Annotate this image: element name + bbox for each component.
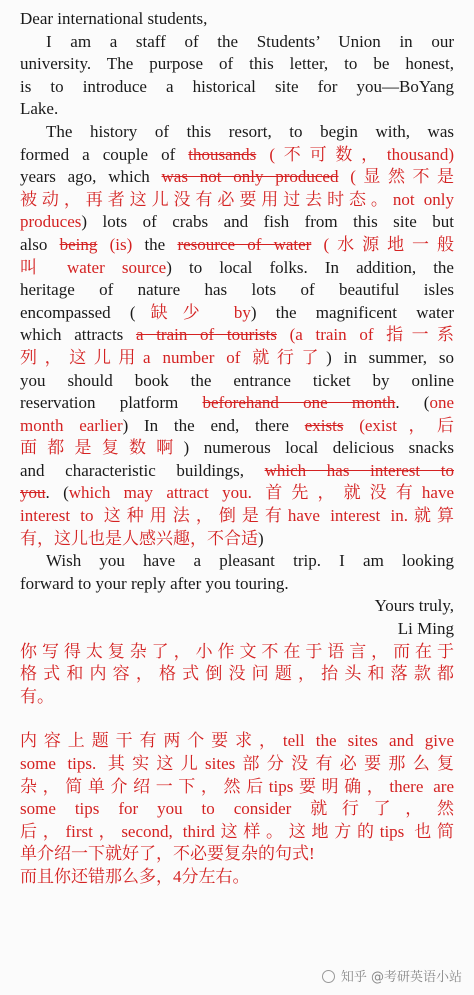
paragraph-1 xyxy=(20,31,454,121)
deleted-text: exists xyxy=(304,415,344,435)
deleted-text: a train of tourists xyxy=(135,325,277,345)
correction-note: (水源地一般 xyxy=(311,234,454,254)
paragraph-line: forward to your reply after you touring. xyxy=(20,573,289,593)
paragraph-line: Lake. xyxy=(20,99,59,119)
spacer xyxy=(20,708,454,730)
deleted-text: being xyxy=(59,234,98,254)
paragraph-3 xyxy=(20,550,454,595)
paragraph-line: Wish you have a pleasant trip. I am looking xyxy=(46,551,454,571)
correction-note: 叫 water source xyxy=(20,257,167,277)
correction-note: produces xyxy=(20,212,82,232)
deleted-text: was not only produced xyxy=(161,167,339,187)
correction-note: (a train of 指一系 xyxy=(276,325,454,345)
deleted-text: beforehand one month xyxy=(202,393,396,413)
zhihu-icon xyxy=(322,970,335,983)
correction-note: (is) xyxy=(97,234,133,254)
correction-note: 被动，再者这儿没有必要用过去时态。not only xyxy=(20,189,454,209)
paragraph-line: and characteristic buildings, which has interest to xyxy=(20,460,454,480)
teacher-comment-2 xyxy=(20,730,454,888)
paragraph-line: you. (which may attract you. 首先，就没有have xyxy=(20,483,454,503)
comment-line: 单介绍一下就好了，不必要复杂的句式! xyxy=(20,844,315,864)
comment-line: 内容上题干有两个要求，tell the sites and give xyxy=(20,731,454,751)
paragraph-line: 叫 water source) to local folks. In addition, the xyxy=(20,257,454,277)
paragraph-line: heritage of nature has lots of beautiful isles xyxy=(20,280,454,300)
signature: Li Ming xyxy=(397,619,454,639)
paragraph-line: reservation platform beforehand one month. (one xyxy=(20,393,454,413)
correction-note: 有，这儿也是人感兴趣，不合适 xyxy=(20,528,258,548)
paragraph-line: The history of this resort, to begin with, was xyxy=(46,121,454,141)
comment-line: 格式和内容，格式倒没问题，抬头和落款都 xyxy=(20,664,454,684)
correction-note: which may attract you. 首先，就没有have xyxy=(68,483,454,503)
paragraph-line: you should book the entrance ticket by online xyxy=(20,370,454,390)
deleted-text: you xyxy=(20,483,46,503)
teacher-comment-1 xyxy=(20,641,454,709)
paragraph-line: university. The purpose of this letter, to be honest, xyxy=(20,54,454,74)
paragraph-line: 列，这儿用a number of 就行了) in summer, so xyxy=(20,347,454,367)
paragraph-line: encompassed (缺少 by) the magnificent water xyxy=(20,302,454,322)
paragraph-2 xyxy=(20,121,454,550)
comment-line: 而且你还错那么多，4分左右。 xyxy=(20,866,250,886)
closing: Yours truly, xyxy=(374,596,454,616)
paragraph-line: 有，这儿也是人感兴趣，不合适) xyxy=(20,528,264,548)
correction-note: 缺少 by xyxy=(135,302,251,322)
paragraph-line: years ago, which was not only produced (显然不是 xyxy=(20,167,454,187)
paragraph-line: 面都是复数啊) numerous local delicious snacks xyxy=(20,438,454,458)
correction-note: (exist，后 xyxy=(343,415,454,435)
deleted-text: thousands xyxy=(188,144,257,164)
paragraph-line: I am a staff of the Students’ Union in our xyxy=(46,31,454,51)
comment-line: 有。 xyxy=(20,686,54,706)
correction-note: month earlier xyxy=(20,415,123,435)
correction-note: (显然不是 xyxy=(338,167,454,187)
comment-line: 杂，简单介绍一下，然后tips要明确，there are xyxy=(20,776,454,796)
watermark-text: 知乎 @考研英语小站 xyxy=(340,970,462,985)
paragraph-line: also being (is) the resource of water (水源地一般 xyxy=(20,234,454,254)
paragraph-line: is to introduce a historical site for you—BoYang xyxy=(20,76,454,96)
paragraph-line: which attracts a train of tourists (a train of 指一系 xyxy=(20,325,454,345)
correction-note: 列，这儿用a number of 就行了 xyxy=(20,347,327,367)
paragraph-line: formed a couple of thousands (不可数，thousand) xyxy=(20,144,454,164)
comment-line: 你写得太复杂了，小作文不在于语言，而在于 xyxy=(20,641,454,661)
deleted-text: resource of water xyxy=(177,234,312,254)
comment-line: some tips for you to consider 就行了，然 xyxy=(20,799,454,819)
correction-note: one xyxy=(429,393,454,413)
comment-line: 后，first，second, third这样。这地方的tips 也简 xyxy=(20,821,454,841)
paragraph-line: month earlier) In the end, there exists (exist，后 xyxy=(20,415,454,435)
correction-note: interest to 这种用法，倒是有have interest in.就算 xyxy=(20,506,454,526)
comment-line: some tips. 其实这儿sites部分没有必要那么复 xyxy=(20,754,454,773)
deleted-text: which has interest to xyxy=(264,460,454,480)
watermark xyxy=(322,966,462,985)
paragraph-line: produces) lots of crabs and fish from this site but xyxy=(20,212,454,232)
correction-note: (不可数，thousand) xyxy=(256,144,454,164)
salutation: Dear international students, xyxy=(20,9,208,28)
correction-note: 面都是复数啊 xyxy=(20,438,184,458)
